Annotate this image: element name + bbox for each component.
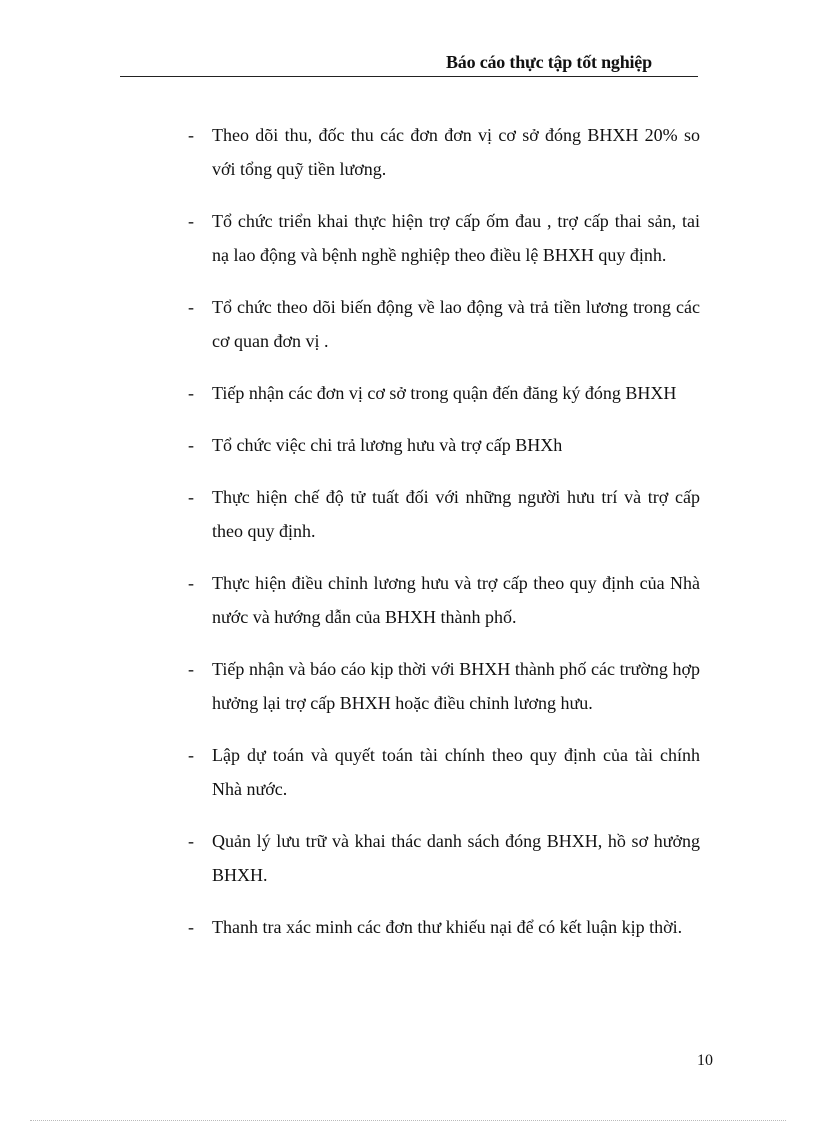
page-bottom-edge	[30, 1120, 786, 1121]
bullet-dash: -	[188, 125, 194, 145]
list-item-text: Tiếp nhận và báo cáo kịp thời với BHXH thành phố các trường hợp hưởng lại trợ cấp BHXH hoặc điều chỉnh lương hưu.	[212, 659, 700, 713]
list-item-text: Tổ chức triển khai thực hiện trợ cấp ốm đau , trợ cấp thai sản, tai nạ lao động và bệnh nghề nghiệp theo điều lệ BHXH quy định.	[212, 211, 700, 265]
list-item-text: Thanh tra xác minh các đơn thư khiếu nại để có kết luận kịp thời.	[212, 917, 683, 937]
bullet-dash: -	[188, 211, 194, 231]
list-item-text: Tổ chức việc chi trả lương hưu và trợ cấp BHXh	[212, 435, 563, 455]
list-item	[180, 428, 700, 462]
bullet-dash: -	[188, 573, 194, 593]
list-item	[180, 738, 700, 806]
bullet-dash: -	[188, 383, 194, 403]
list-item-text: Tiếp nhận các đơn vị cơ sở trong quận đến đăng ký đóng BHXH	[212, 383, 677, 403]
list-item-text: Thực hiện chế độ tử tuất đối với những người hưu trí và trợ cấp theo quy định.	[212, 487, 700, 541]
bullet-list	[180, 118, 700, 962]
list-item-text: Thực hiện điều chỉnh lương hưu và trợ cấp theo quy định của Nhà nước và hướng dẫn của BHXH thành phố.	[212, 573, 700, 627]
header-divider	[120, 76, 698, 77]
list-item-text: Quản lý lưu trữ và khai thác danh sách đóng BHXH, hồ sơ hưởng BHXH.	[212, 831, 700, 885]
page-number: 10	[697, 1052, 713, 1069]
list-item	[180, 652, 700, 720]
header-title: Báo cáo thực tập tốt nghiệp	[446, 52, 652, 72]
list-item	[180, 118, 700, 186]
bullet-dash: -	[188, 659, 194, 679]
bullet-dash: -	[188, 831, 194, 851]
list-item-text: Lập dự toán và quyết toán tài chính theo quy định của tài chính Nhà nước.	[212, 745, 700, 799]
list-item	[180, 566, 700, 634]
bullet-dash: -	[188, 745, 194, 765]
list-item-text: Theo dõi thu, đốc thu các đơn đơn vị cơ sở đóng BHXH 20% so với tổng quỹ tiền lương.	[212, 125, 700, 179]
list-item	[180, 376, 700, 410]
bullet-dash: -	[188, 435, 194, 455]
bullet-dash: -	[188, 487, 194, 507]
list-item	[180, 910, 700, 944]
list-item-text: Tổ chức theo dõi biến động về lao động và trả tiền lương trong các cơ quan đơn vị .	[212, 297, 700, 351]
list-item	[180, 204, 700, 272]
list-item	[180, 480, 700, 548]
bullet-dash: -	[188, 297, 194, 317]
list-item	[180, 824, 700, 892]
bullet-dash: -	[188, 917, 194, 937]
list-item	[180, 290, 700, 358]
